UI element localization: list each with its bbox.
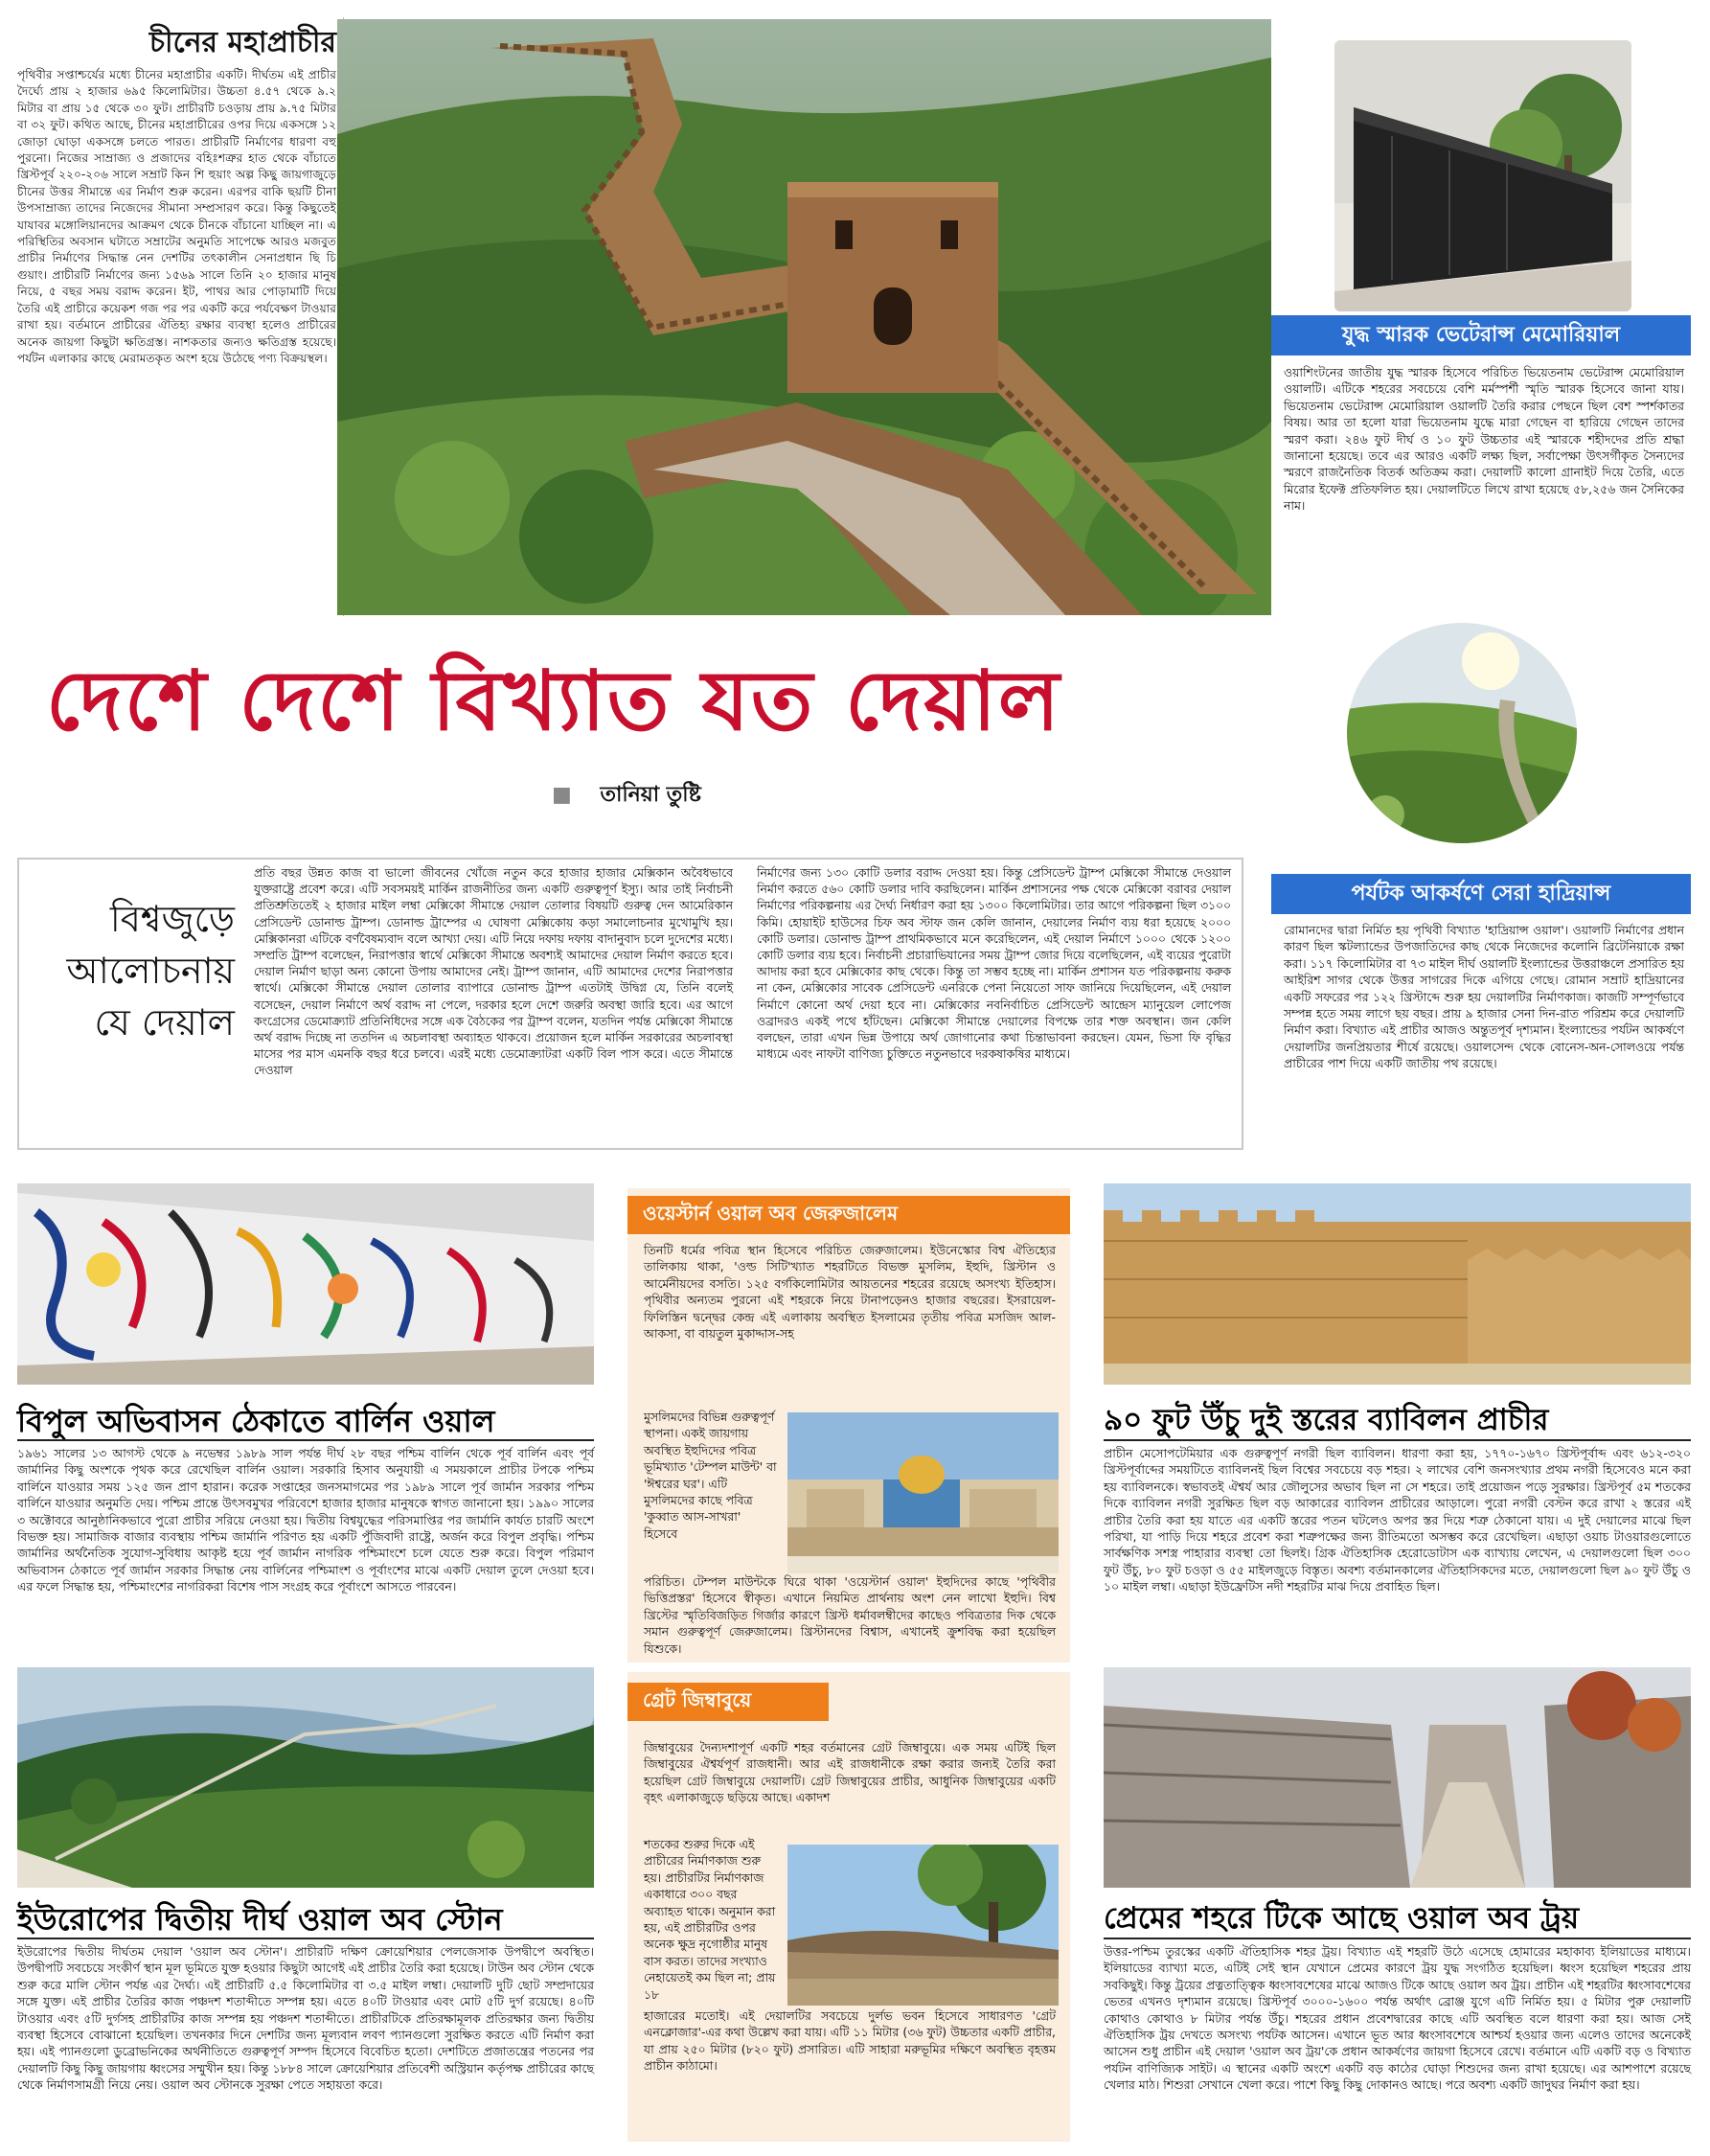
- hadrian-banner: [1271, 874, 1691, 914]
- great-wall-photo: [337, 19, 1271, 615]
- jerusalem-top-text: তিনটি ধর্মের পবিত্র স্থান হিসেবে পরিচিত জেরুজালেম। ইউনেস্কোর বিশ্ব ঐতিহ্যের তালিকায় থাকা, 'ওল্ড সিটি'খ্যাত শহরটিতে বিভক্ত মুসলিম, ইহুদি, খ্রিস্টান ও আর্মেনীয়দের বসতি। ১২৫ বর্গকিলোমিটার আয়তনের শহরের রয়েছে অসংখ্য ইতিহাস। পৃথিবীর অন্যতম পুরনো এই শহরকে নিয়ে টানাপড়েনও হাজার বছরের। ইসরায়েল-ফিলিস্তিন দ্বন্দ্বের কেন্দ্র এই এলাকায় অবস্থিত ইসলামের তৃতীয় পবিত্র মসজিদ আল-আকসা, বা বায়তুল মুকাদ্দাস-সহ: [644, 1243, 1056, 1342]
- vietnam-banner: [1271, 315, 1691, 356]
- ston-title: ইউরোপের দ্বিতীয় দীর্ঘ ওয়াল অব স্টোন: [17, 1901, 503, 1938]
- berlin-wall-photo: [17, 1183, 594, 1385]
- jerusalem-title: ওয়েস্টার্ন ওয়াল অব জেরুজালেম: [643, 1201, 899, 1225]
- babylon-body: প্রাচীন মেসোপটেমিয়ার এক গুরুত্বপূর্ণ নগরী ছিল ব্যাবিলন। ধারণা করা হয়, ১৭৭০-১৬৭০ খ্রিস্টপূর্বাব্দ এবং ৬১২-৩২০ খ্রিস্টপূর্বাব্দের সময়টিতে ব্যাবিলনই ছিল বিশ্বের সবচেয়ে বড় শহর। ২ লাখের বেশি জনসংখ্যার প্রথম নগরী হিসেবেও মনে করা হয় ব্যাবিলনকে। স্বভাবতই ঐশ্বর্য আর জৌলুসের অভাব ছিল না সে শহরে। তাই প্রয়োজন পড়ে সুরক্ষার। খ্রিস্টপূর্ব ৫ম শতকের দিকে ব্যাবিলন নগরী সুরক্ষিত ছিল বড় আকারের ব্যাবিলন প্রাচীরের আড়ালে। পুরো নগরী বেস্টন করে রাখা ২ স্তরের এই প্রাচীর তৈরি করা হয় যাতে এর একটি স্তরের পতন ঘটলেও অপর স্তর দিয়ে শত্রু ঠেকানো যায়। এ দুই দেয়ালের মাঝে ছিল পরিখা, যা পাড়ি দিয়ে শহরে প্রবেশ করা শত্রুপক্ষের জন্য রীতিমতো অসম্ভব করে রেখেছিল। এছাড়া ওয়াচ টাওয়ারগুলোতে সার্বক্ষণিক সশস্ত্র পাহারার ব্যবস্থা তো ছিলই। গ্রিক ঐতিহাসিক হেরোডোটাস এক ব্যাখ্যায় লেখেন, এ দেয়ালগুলো ছিল ৩০০ ফুট উঁচু, ৮০ ফুট চওড়া ও ৫৫ মাইলজুড়ে বিস্তৃত। অবশ্য বর্তমানকালের ঐতিহাসিকদের মতে, দেয়ালগুলো ছিল ৯০ ফুট উঁচু ও ১০ মাইল লম্বা। এছাড়া ইউফ্রেটিস নদী শহরটির মাঝ দিয়ে প্রবাহিত ছিল।: [1104, 1446, 1691, 1594]
- zimbabwe-top-text: জিম্বাবুয়ের দৈন্যদশাপূর্ণ একটি শহর বর্তমানের গ্রেট জিম্বাবুয়ে। এক সময় এটিই ছিল জিম্বাবুয়ের ঐশ্বর্যপূর্ণ রাজধানী। আর এই রাজধানীকে রক্ষা করার জন্যই তৈরি করা হয়েছিল গ্রেট জিম্বাবুয়ে দেয়ালটি। গ্রেট জিম্বাবুয়ের প্রাচীর, আধুনিক জিম্বাবুয়ের একটি বৃহৎ এলাকাজুড়ে ছড়িয়ে আছে। একাদশ: [644, 1740, 1056, 1805]
- jerusalem-left-text: মুসলিমদের বিভিন্ন গুরুত্বপূর্ণ স্থাপনা। একই জায়গায় অবস্থিত ইহুদিদের পবিত্র ভূমিখ্যাত 'টেম্পল মাউন্ট' বা 'ঈশ্বরের ঘর'। এটি মুসলিমদের কাছে পবিত্র 'কুব্বাত আস-সাখরা' হিসেবে: [644, 1410, 777, 1541]
- zimbabwe-banner: [627, 1683, 829, 1721]
- china-section: [17, 17, 336, 616]
- babylon-rule: [1104, 1439, 1691, 1441]
- byline-marker: ■: [552, 783, 572, 807]
- vietnam-memorial-photo: [1334, 40, 1631, 311]
- mexico-title-line1: বিশ্বজুড়ে: [109, 898, 235, 940]
- mexico-title-line3: যে দেয়াল: [94, 1001, 235, 1044]
- berlin-title: বিপুল অভিবাসন ঠেকাতে বার্লিন ওয়াল: [17, 1403, 495, 1439]
- babylon-title: ৯০ ফুট উঁচু দুই স্তরের ব্যাবিলন প্রাচীর: [1104, 1403, 1549, 1437]
- jerusalem-bottom-text: পরিচিত। টেম্পল মাউন্টকে ঘিরে থাকা 'ওয়েস্টার্ন ওয়াল' ইহুদিদের কাছে 'পৃথিবীর ভিত্তিপ্রস্তর' হিসেবে স্বীকৃত। এখানে নিয়মিত প্রার্থনায় অংশ নেন লাখো ইহুদি। বিশ্ব খ্রিস্টের স্মৃতিবিজড়িত গির্জার কারণে খ্রিস্ট ধর্মাবলম্বীদের কাছেও পবিত্রতার দিক থেকে সমান গুরুত্বপূর্ণ জেরুজালেম। খ্রিস্টানদের বিশ্বাস, এখানেই ক্রুশবিদ্ধ করা হয়েছিল যিশুকে।: [644, 1574, 1056, 1656]
- mexico-col2: নির্মাণের জন্য ১৩০ কোটি ডলার বরাদ্দ দেওয়া হয়। কিন্তু প্রেসিডেন্ট ট্রাম্প মেক্সিকো সীমান্তে দেওয়াল নির্মাণ করতে ৫৬০ কোটি ডলার দাবি করছিলেন। মার্কিন প্রশাসনের পক্ষ থেকে মেক্সিকো বরাবর দেয়াল নির্মাণের পরিকল্পনায় এর দৈর্ঘ্য নির্ধারণ করা হয় ১৩০০ কিলোমিটার। তার আগে পরিকল্পনা ছিল ৩১০০ কিমি। হোয়াইট হাউসের চিফ অব স্টাফ জন কেলি জানান, দেয়ালের নির্মাণ ব্যয় ধরা হয়েছে ২০০০ কোটি ডলার। ডোনাল্ড ট্রাম্প প্রাথমিকভাবে মনে করেছিলেন, এই দেয়াল নির্মাণে ১০০০ থেকে ১২০০ কোটি ডলার ব্যয় হবে। নির্বাচনী প্রচারাভিযানের সময় ট্রাম্প জোর দিয়ে বলেছিলেন, এই ব্যয়ের পুরোটা আদায় করা হবে মেক্সিকোর কাছ থেকে। কিন্তু তা সম্ভব হচ্ছে না। মার্কিন প্রশাসন যত পরিকল্পনায় করুক না কেন, মেক্সিকোর সাবেক প্রেসিডেন্ট এনরিকে পেনা নিয়েতো সাফ জানিয়ে দিয়েছিলেন, এই দেয়াল নির্মাণে কোনো অর্থ দেয়া হবে না। মেক্সিকোর নবনির্বাচিত প্রেসিডেন্ট আন্দ্রেস ম্যানুয়েল লোপেজ ওব্রাদরও একই পথে হাঁটছেন। মেক্সিকো সীমান্তে দেয়ালের বিপক্ষে তার শক্ত অবস্থান। জন কেলি বলছেন, তারা এখন ভিন্ন উপায়ে অর্থ জোগানোর কথা চিন্তাভাবনা করছেন। যেমন, ভিসা ফি বৃদ্ধির মাধ্যমে এবং নাফটা বাণিজ্য চুক্তিতে নতুনভাবে দরকষাকষির মাধ্যমে।: [757, 866, 1231, 1062]
- hadrian-title: পর্যটক আকর্ষণে সেরা হাদ্রিয়ান্স: [1351, 881, 1611, 906]
- ston-wall-photo: [17, 1667, 594, 1888]
- mexico-col1: প্রতি বছর উন্নত কাজ বা ভালো জীবনের খোঁজে নতুন করে হাজার হাজার মেক্সিকান অবৈধভাবে যুক্তরাষ্ট্রে প্রবেশ করে। এটি সবসময়ই মার্কিন রাজনীতির জন্য একটি গুরুত্বপূর্ণ ইস্যু। আর তাই নির্বাচনী প্রতিশ্রুতিতেই ২ হাজার মাইল লম্বা মেক্সিকো সীমান্তে দেয়াল তোলার বিষয়টি গুরুত্ব দেন আমেরিকান প্রেসিডেন্ট ডোনাল্ড ট্রাম্প। ডোনাল্ড ট্রাম্পের এ ঘোষণা মেক্সিকোয় কড়া সমালোচনার মুখোমুখি হয়। মেক্সিকানরা এটিকে বর্ণবৈষম্যবাদ বলে আখ্যা দেয়। এটি নিয়ে দফায় দফায় বাদানুবাদ চলে দুদেশের মধ্যে। সম্প্রতি ট্রাম্প বলেছেন, নিরাপত্তার স্বার্থে মেক্সিকো সীমান্তে অবশ্যই আমাদের দেয়াল নির্মাণ করতে হবে। দেয়াল নির্মাণ ছাড়া অন্য কোনো উপায় আমাদের নেই। ট্রাম্প জানান, এটি আমাদের দেশের নিরাপত্তার স্বার্থে। মেক্সিকো সীমান্তে দেয়াল তোলার ব্যাপারে ডোনাল্ড ট্রাম্প এতটাই উদ্বিগ্ন যে, তিনি বলেই বসেছেন, দেয়াল নির্মাণে অর্থ বরাদ্দ না পেলে, দরকার হলে দেশে জরুরি অবস্থা জারি হবে। এর আগে কংগ্রেসের ডেমোক্র্যাট প্রতিনিধিদের সঙ্গে এক বৈঠকের পর ট্রাম্প বলেন, যতদিন পর্যন্ত মেক্সিকো সীমান্তে অর্থ বরাদ্দ দিচ্ছে না ততদিন এ অচলাবস্থা অব্যাহত থাকবে। প্রয়োজন হলে মার্কিন সরকারের অচলাবস্থা মাসের পর মাস এমনকি বছর ধরে চলবে। এরই মধ্যে ডেমোক্র্যাটরা একটি বিল পাস করে। এতে সীমান্তে দেওয়াল: [254, 866, 733, 1078]
- hadrian-body: রোমানদের দ্বারা নির্মিত হয় পৃথিবী বিখ্যাত 'হাদ্রিয়ান্স ওয়াল'। ওয়ালটি নির্মাণের প্রধান কারণ ছিল স্কটল্যান্ডের উপজাতিদের কাছ থেকে নিজেদের কলোনি ব্রিটেনিয়াকে রক্ষা করা। ১১৭ কিলোমিটার বা ৭৩ মাইল দীর্ঘ ওয়ালটি ইংল্যান্ডের উত্তরাঞ্চলে প্রসারিত হয় আইরিশ সাগর থেকে উত্তর সাগরের দিকে এগিয়ে গেছে। রোমান সম্রাট হাদ্রিয়ানের একটি সফরের পর ১২২ খ্রিস্টাব্দে শুরু হয় দেয়ালটির নির্মাণকাজ। কাজটি সম্পূর্ণভাবে সম্পন্ন হতে সময় লাগে ছয় বছর। প্রায় ৯ হাজার সেনা দিন-রাত পরিশ্রম করে দেয়ালটি নির্মাণ করা। বিখ্যাত এই প্রাচীর আজও অন্তুতপূর্ব দৃশ্যমান। ইংল্যান্ডের পর্যটন আকর্ষণে দেয়ালটির জনপ্রিয়তার শীর্ষে রয়েছে। ওয়ালসেন্দ থেকে বোনেস-অন-সোলওয়ে পর্যন্ত প্রাচীরের পাশ দিয়ে একটি জাতীয় পথ রয়েছে।: [1284, 923, 1684, 1071]
- troy-title: প্রেমের শহরে টিকে আছে ওয়াল অব ট্রয়: [1104, 1901, 1580, 1936]
- author-name: তানিয়া তুষ্টি: [600, 783, 701, 807]
- ston-rule: [17, 1938, 594, 1939]
- vietnam-title: যুদ্ধ স্মারক ভেটেরান্স মেমোরিয়াল: [1341, 322, 1621, 347]
- zimbabwe-photo: [787, 1845, 1059, 2006]
- jerusalem-photo: [787, 1412, 1059, 1573]
- zimbabwe-left-text: শতকের শুরুর দিকে এই প্রাচীরের নির্মাণকাজ শুরু হয়। প্রাচীরটির নির্মাণকাজ একাধারে ৩০০ বছর অব্যাহত থাকে। অনুমান করা হয়, এই প্রাচীরটির ওপর অনেক ক্ষুদ্র নৃগোষ্ঠীর মানুষ বাস করত। তাদের সংখ্যাও নেহায়েতই কম ছিল না; প্রায় ১৮: [644, 1837, 776, 2002]
- troy-rule: [1104, 1938, 1691, 1939]
- zimbabwe-title: গ্রেট জিম্বাবুয়ে: [643, 1687, 752, 1711]
- troy-wall-photo: [1104, 1667, 1691, 1888]
- china-body: পৃথিবীর সপ্তাশ্চর্যের মধ্যে চীনের মহাপ্রাচীর একটি। দীর্ঘতম এই প্রাচীর দৈর্ঘ্যে প্রায় ২ হাজার ৬৯৫ কিলোমিটার। উচ্চতা ৪.৫৭ থেকে ৯.২ মিটার বা প্রায় ১৫ থেকে ৩০ ফুট। প্রাচীরটি চওড়ায় প্রায় ৯.৭৫ মিটার বা ৩২ ফুট। কথিত আছে, চীনের মহাপ্রাচীরের ওপর দিয়ে একসঙ্গে ১২ জোড়া ঘোড়া একসঙ্গে চলতে পারত। প্রাচীরটি নির্মাণের ধারণা বহু পুরনো। নিজের সাম্রাজ্য ও প্রজাদের বহিঃশত্রুর হাত থেকে বাঁচাতে খ্রিস্টপূর্ব ২২০-২০৬ সালে সম্রাট কিন শি হুয়াং অল্প কিছু জায়গাজুড়ে চীনের উত্তর সীমান্তে এর নির্মাণ শুরু করেন। এরপর বাকি ছয়টি চীনা উপসাম্রাজ্য তাদের নিজেদের সীমানা সম্প্রসারণ করে। কিন্তু কিছুতেই যাযাবর মঙ্গোলিয়ানদের আক্রমণ থেকে চীনকে বাঁচানো যাচ্ছিল না। এ পরিস্থিতির অবসান ঘটাতে সম্রাটের অনুমতি সাপেক্ষে আরও মজবুত প্রাচীর নির্মাণের সিদ্ধান্ত নেন দেশটির তৎকালীন সেনাপ্রধান ছি চি গুয়াং। প্রাচীরটি নির্মাণের জন্য ১৫৬৯ সালে তিনি ২০ হাজার মানুষ নিয়ে, ৫ বছর সময় বরাদ্দ করেন। ইট, পাথর আর পোড়ামাটি দিয়ে তৈরি এই প্রাচীরে কয়েকশ গজ পর পর একটি করে পর্যবেক্ষণ টাওয়ার রাখা হয়। বর্তমানে প্রাচীরের ঐতিহ্য রক্ষার ব্যবস্থা হলেও প্রাচীরের অনেক জায়গা কিছুটা ক্ষতিগ্রস্ত। নাশকতার জন্যও ক্ষতিগ্রস্ত হয়েছে। পর্যটন এলাকার কাছে মেরামতকৃত অংশ হয়ে উঠেছে পণ্য বিক্রয়স্থল।: [17, 68, 336, 365]
- byline: [552, 778, 701, 814]
- mexico-title-line2: আলোচনায়: [66, 950, 235, 992]
- jerusalem-banner: [627, 1196, 1070, 1234]
- vietnam-body: ওয়াশিংটনের জাতীয় যুদ্ধ স্মারক হিসেবে পরিচিত ভিয়েতনাম ভেটেরান্স মেমোরিয়াল ওয়ালটি। এটিকে শহরের সবচেয়ে বেশি মর্মস্পর্শী স্মৃতি স্মারক হিসেবে জানা যায়। ভিয়েতনাম ভেটেরান্স মেমোরিয়াল ওয়ালটি তৈরি করার পেছনে ছিল বেশ স্পর্শকাতর বিষয়। আর তা হলো যারা ভিয়েতনাম যুদ্ধে মারা গেছেন বা হারিয়ে গেছেন তাদের স্মরণ করা। ২৪৬ ফুট দীর্ঘ ও ১০ ফুট উচ্চতার এই স্মারকে শহীদদের প্রতি শ্রদ্ধা জানানো হয়েছে। তবে এর আরও একটি লক্ষ্য ছিল, সর্বাপেক্ষা উৎসর্গীকৃত সৈন্যদের স্মরণে রাজনৈতিক বিতর্ক অতিক্রম করা। দেয়ালটি কালো গ্রানাইট দিয়ে তৈরি, এতে মিরোর ইফেক্ট প্রতিফলিত হয়। দেয়ালটিতে লিখে রাখা হয়েছে ৫৮,২৫৬ জন সৈনিকের নাম।: [1284, 365, 1684, 514]
- babylon-wall-photo: [1104, 1183, 1691, 1385]
- main-title: দেশে দেশে বিখ্যাত যত দেয়াল: [46, 654, 1061, 749]
- ston-body: ইউরোপের দ্বিতীয় দীর্ঘতম দেয়াল 'ওয়াল অব স্টোন'। প্রাচীরটি দক্ষিণ ক্রোয়েশিয়ার পেলজেসাক উপদ্বীপে অবস্থিত। উপদ্বীপটি সবচেয়ে সংকীর্ণ স্থান মূল ভূমিতে যুক্ত হওয়ার কিছুটা আগেই এই প্রাচীর তৈরি করা হয়েছে। টাউন অব স্টোন থেকে শুরু করে মালি স্টোন পর্যন্ত এর দৈর্ঘ্য। এই প্রাচীরটি ৫.৫ কিলোমিটার বা ৩.৫ মাইল লম্বা। দেয়ালটি দুটি ছোট সম্প্রদায়ের সঙ্গে যুক্ত। এই প্রাচীর তৈরির কাজ পঞ্চদশ শতাব্দীতে সম্পন্ন হয়। এতে ৪০টি টাওয়ার এবং মোট ৫টি দুর্গ রয়েছে। ৪০টি টাওয়ার এবং ৫টি দুর্গসহ প্রাচীরটির কাজ সম্পন্ন হয় পঞ্চদশ শতাব্দীতে। প্রাচীরটিকে প্রতিরক্ষামূলক প্রতিরক্ষার জন্য দ্বিতীয় ব্যবস্থা হিসেবে বোঝানো হয়েছিল। তখনকার দিনে দেশটির জন্য মূল্যবান লবণ প্যানগুলো সুরক্ষিত করতে এটি নির্মাণ করা হয়। এই প্যানগুলো ডুব্রোভনিকের অর্থনীতিতে গুরুত্বপূর্ণ সম্পদ হিসেবে বিবেচিত হতো। দেশটিতে প্রজাতন্ত্রের পতনের পর দেয়ালটি কিছু কিছু জায়গায় ধ্বংসের সম্মুখীন হয়। কিন্তু ১৮৮৪ সালে ক্রোয়েশিয়ার প্রতিবেশী অস্ট্রিয়ান কর্তৃপক্ষ প্রাচীরের কাছে থেকে নির্মাণসামগ্রী নিয়ে নেয়। ওয়াল অব স্টোনকে সুরক্ষা পেতে সহায়তা করে।: [17, 1944, 594, 2093]
- zimbabwe-bottom-text: হাজারের মতোই। এই দেয়ালটির সবচেয়ে দুর্লভ ভবন হিসেবে সাধারণত 'গ্রেট এনক্লোজার'-এর কথা উল্লেখ করা যায়। এটি ১১ মিটার (৩৬ ফুট) উচ্চতার একটি প্রাচীর, যা প্রায় ২৫০ মিটার (৮২০ ফুট) প্রসারিত। এটি সাহারা মরুভূমির দক্ষিণে অবস্থিত বৃহত্তম প্রাচীন কাঠামো।: [644, 2008, 1056, 2074]
- hadrian-wall-photo: [1347, 623, 1577, 843]
- berlin-rule: [17, 1439, 594, 1441]
- mexico-title: [38, 893, 235, 1048]
- berlin-body: ১৯৬১ সালের ১৩ আগস্ট থেকে ৯ নভেম্বর ১৯৮৯ সাল পর্যন্ত দীর্ঘ ২৮ বছর পশ্চিম বার্লিন থেকে পূর্ব বার্লিন এবং পূর্ব জার্মানির কিছু অংশকে পৃথক করে রেখেছিল বার্লিন ওয়াল। সরকারি হিসাব অনুযায়ী এ সময়কালে প্রাচীর টপকে পশ্চিম বার্লিনে যাওয়ার সময় ১২৫ জন প্রাণ হারান। করেক সপ্তাহের জনসমাগমের পর ১৯৮৯ সালে পূর্ব জার্মান সরকার পশ্চিম বার্লিনে যাওয়ার অনুমতি দেয়। পশ্চিম প্রান্তে উৎসবমুখর পরিবেশে হাজার হাজার মানুষকে স্বাগত জানানো হয়। ১৯৯০ সালের ৩ অক্টোবরে আনুষ্ঠানিকভাবে পুরো প্রাচীর সরিয়ে নেওয়া হয়। দ্বিতীয় বিশ্বযুদ্ধের পরিসমাপ্তির পর জার্মানি কার্যত চারটি অংশে বিভক্ত হয়। সামাজিক বাজার ব্যবস্থায় পশ্চিম জার্মানি পরিণত হয় একটি পুঁজিবাদী রাষ্ট্রে, অর্জন করে বিপুল প্রবৃদ্ধি। পশ্চিম জার্মানির অর্থনৈতিক সুযোগ-সুবিধায় আকৃষ্ট হয়ে পূর্ব জার্মান নাগরিক পশ্চিমাংশে চলে যেতে শুরু করে। বিপুল পরিমাণ অভিবাসন ঠেকাতে পূর্ব জার্মান সরকার সিদ্ধান্ত নেয় বার্লিনের পশ্চিমাংশ ও পূর্বাংশের মাঝে একটি দেয়াল তুলে দেওয়া হবে। এর ফলে সিদ্ধান্ত হয়, পশ্চিমাংশের নাগরিকরা বিশেষ পাস সংগ্রহ করে পূর্বাংশে আসতে পারবেন।: [17, 1446, 594, 1594]
- troy-body: উত্তর-পশ্চিম তুরস্কের একটি ঐতিহাসিক শহর ট্রয়। বিখ্যাত এই শহরটি উঠে এসেছে হোমারের মহাকাব্য ইলিয়াডের মাধ্যমে। ইলিয়াডের ব্যাখ্যা মতে, এটিই সেই স্থান যেখানে প্রেমের কারণে ট্রয় যুদ্ধ সংগঠিত হয়েছিল। ধ্বংস হয়েছিল শহরের প্রায় সবকিছুই। কিন্তু ট্রয়ের প্রত্নতাত্ত্বিক ধ্বংসাবশেষের মাঝে আজও টিকে আছে ওয়াল অব ট্রয়। প্রাচীন এই শহরটির ধ্বংসাবশেষের ভেতর এখনও দৃশ্যমান রয়েছে। খ্রিস্টপূর্ব ৩০০০-১৬০০ পর্যন্ত অর্থাৎ ব্রোঞ্জ যুগে এটি নির্মিত হয়। ৫ মিটার পুরু দেয়ালটি কোথাও কোথাও ৮ মিটার পর্যন্ত উঁচু। শহরের প্রধান প্রবেশদ্বারের কাছে এটি অবস্থিত বলে ধারণা করা হয়। আজ সেই ঐতিহাসিক ট্রয় দেখতে অসংখ্য পর্যটক আসেন। এখানে ভূত আর ধ্বংসাবশেষে আশ্চর্য হওয়ার জন্য এলেও তাদের অনেকেই আসেন শুধু প্রাচীন এই দেয়াল 'ওয়াল অব ট্রয়'কে প্রধান আকর্ষণের জায়গা হিসেবে রেখে। বর্তমানে এটি একটি বড় ও বিখ্যাত পর্যটন বাণিজ্যিক সাইট। এ স্থানের একটি অংশে একটি বড় কাঠের ঘোড়া শিশুদের জন্য রাখা হয়েছে। এর আশপাশে রয়েছে খেলার মাঠ। শিশুরা সেখানে খেলা করে। পাশে কিছু কিছু দোকানও আছে। পরে অবশ্য একটি জাদুঘর নির্মাণ করা হয়।: [1104, 1944, 1691, 2093]
- china-title: চীনের মহাপ্রাচীর: [148, 26, 336, 59]
